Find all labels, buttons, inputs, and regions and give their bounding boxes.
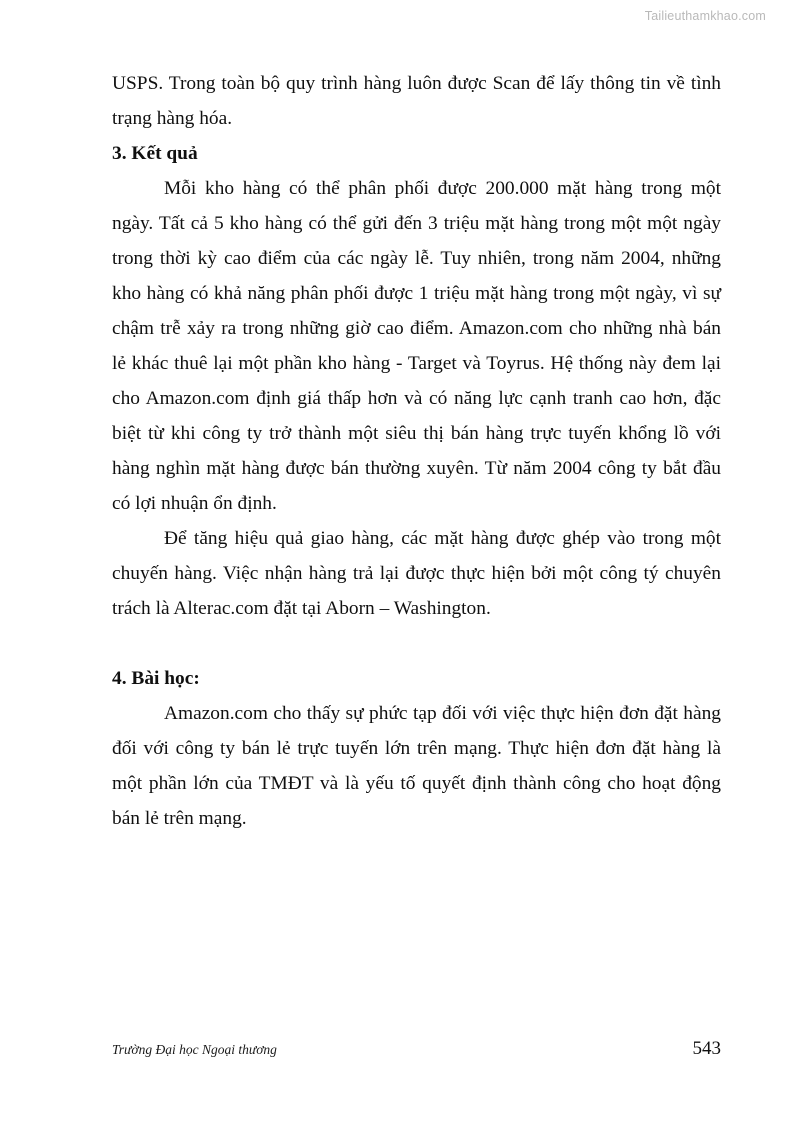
section-heading-4: 4. Bài học: — [112, 668, 200, 689]
watermark-label: Tailieuthamkhao.com — [644, 9, 766, 23]
document-body — [112, 66, 721, 836]
paragraph-lessons: Amazon.com cho thấy sự phức tạp đối với việc thực hiện đơn đặt hàng đối với công ty bán lẻ trực tuyến lớn trên mạng. Thực hiện đơn đặt hàng là một phần lớn của TMĐT và là yếu tố quyết định thành công cho hoạt động bán lẻ trên mạng. — [112, 703, 721, 829]
footer-institution: Trường Đại học Ngoại thương — [112, 1042, 277, 1057]
paragraph-results: Mỗi kho hàng có thể phân phối được 200.000 mặt hàng trong một ngày. Tất cả 5 kho hàng có thể gửi đến 3 triệu mặt hàng trong một một ngày trong thời kỳ cao điểm của các ngày lễ. Tuy nhiên, trong năm 2004, những kho hàng có khả năng phân phối được 1 triệu mặt hàng trong một ngày, vì sự chậm trễ xảy ra trong những giờ cao điểm. Amazon.com cho những nhà bán lẻ khác thuê lại một phần kho hàng - Target và Toyrus. Hệ thống này đem lại cho Amazon.com định giá thấp hơn và có năng lực cạnh tranh cao hơn, đặc biệt từ khi công ty trở thành một siêu thị bán hàng trực tuyến khổng lồ với hàng nghìn mặt hàng được bán thường xuyên. Từ năm 2004 công ty bắt đầu có lợi nhuận ổn định. — [112, 178, 721, 514]
paragraph-delivery-efficiency: Để tăng hiệu quả giao hàng, các mặt hàng được ghép vào trong một chuyến hàng. Việc nhận hàng trả lại được thực hiện bởi một công tý chuyên trách là Alterac.com đặt tại Aborn – Washington. — [112, 528, 721, 619]
continuation-paragraph: USPS. Trong toàn bộ quy trình hàng luôn được Scan để lấy thông tin về tình trạng hàng hóa. — [112, 73, 721, 129]
section-heading-3: 3. Kết quả — [112, 143, 198, 164]
page-footer — [112, 1038, 721, 1060]
footer-page-number: 543 — [692, 1038, 721, 1059]
